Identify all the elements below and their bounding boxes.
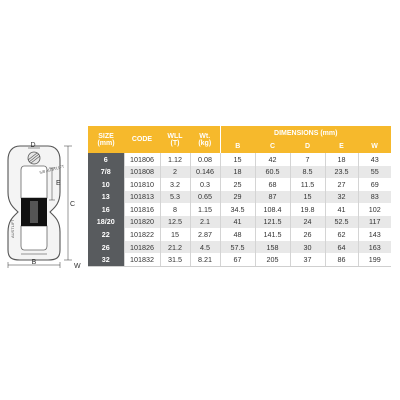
- header-weight: [190, 126, 220, 153]
- cell-e: 41: [325, 203, 358, 216]
- table-row: [88, 178, 391, 191]
- cell-c: 87: [255, 191, 290, 204]
- cell-w: 83: [358, 191, 391, 204]
- header-weight-unit: (kg): [198, 139, 212, 147]
- dimension-e-label: E: [56, 180, 61, 187]
- cell-b: 29: [220, 191, 255, 204]
- cell-wll: 1.12: [160, 153, 190, 166]
- cell-weight: 0.65: [190, 191, 220, 204]
- cell-weight: 2.87: [190, 228, 220, 241]
- cell-code: 101822: [124, 228, 160, 241]
- cell-d: 19.8: [290, 203, 325, 216]
- connecting-link-drawing: [8, 146, 60, 260]
- cell-c: 141.5: [255, 228, 290, 241]
- cell-w: 163: [358, 241, 391, 254]
- cell-size: 16: [88, 203, 124, 216]
- cell-c: 205: [255, 253, 290, 266]
- cell-w: 143: [358, 228, 391, 241]
- cell-size: 6: [88, 153, 124, 166]
- header-wll-label: WLL: [167, 132, 183, 140]
- cell-size: 7/8: [88, 166, 124, 179]
- table-row: [88, 191, 391, 204]
- cell-code: 101832: [124, 253, 160, 266]
- cell-code: 101806: [124, 153, 160, 166]
- cell-b: 67: [220, 253, 255, 266]
- cell-weight: 0.146: [190, 166, 220, 179]
- cell-weight: 0.08: [190, 153, 220, 166]
- specification-table: [88, 126, 391, 267]
- cell-c: 121.5: [255, 216, 290, 229]
- cell-d: 37: [290, 253, 325, 266]
- cell-e: 64: [325, 241, 358, 254]
- header-e: E: [325, 140, 358, 153]
- cell-wll: 15: [160, 228, 190, 241]
- header-dimensions: DIMENSIONS (mm): [220, 126, 391, 140]
- cell-code: 101813: [124, 191, 160, 204]
- cell-weight: 2.1: [190, 216, 220, 229]
- cell-d: 11.5: [290, 178, 325, 191]
- cell-size: 26: [88, 241, 124, 254]
- cell-wll: 5.3: [160, 191, 190, 204]
- dimension-c-label: C: [70, 201, 76, 208]
- table-row: [88, 216, 391, 229]
- cell-e: 86: [325, 253, 358, 266]
- cell-weight: 0.3: [190, 178, 220, 191]
- cell-e: 23.5: [325, 166, 358, 179]
- cell-b: 25: [220, 178, 255, 191]
- cell-c: 108.4: [255, 203, 290, 216]
- cell-size: 22: [88, 228, 124, 241]
- cell-size: 13: [88, 191, 124, 204]
- cell-d: 15: [290, 191, 325, 204]
- cell-b: 18: [220, 166, 255, 179]
- connecting-link-diagram: [0, 138, 95, 268]
- header-code: CODE: [124, 126, 160, 153]
- cell-w: 199: [358, 253, 391, 266]
- cell-c: 68: [255, 178, 290, 191]
- table-row: [88, 203, 391, 216]
- header-wll: [160, 126, 190, 153]
- cell-e: 62: [325, 228, 358, 241]
- cell-c: 60.5: [255, 166, 290, 179]
- table-row: [88, 153, 391, 166]
- cell-b: 48: [220, 228, 255, 241]
- cell-b: 41: [220, 216, 255, 229]
- cell-e: 18: [325, 153, 358, 166]
- stamp-side-text: AUSTLIFT: [10, 219, 15, 238]
- cell-b: 34.5: [220, 203, 255, 216]
- cell-weight: 8.21: [190, 253, 220, 266]
- cell-d: 26: [290, 228, 325, 241]
- header-b: B: [220, 140, 255, 153]
- cell-weight: 4.5: [190, 241, 220, 254]
- cell-e: 27: [325, 178, 358, 191]
- header-weight-label: Wt.: [199, 132, 211, 140]
- cell-d: 24: [290, 216, 325, 229]
- cell-code: 101808: [124, 166, 160, 179]
- cell-w: 117: [358, 216, 391, 229]
- table-row: [88, 166, 391, 179]
- cell-code: 101820: [124, 216, 160, 229]
- header-w: W: [358, 140, 391, 153]
- cell-code: 101816: [124, 203, 160, 216]
- cell-code: 101826: [124, 241, 160, 254]
- cell-code: 101810: [124, 178, 160, 191]
- table-header-row: [88, 126, 391, 140]
- cell-b: 15: [220, 153, 255, 166]
- table-row: [88, 228, 391, 241]
- cell-w: 43: [358, 153, 391, 166]
- cell-size: 10: [88, 178, 124, 191]
- cell-d: 8.5: [290, 166, 325, 179]
- cell-c: 42: [255, 153, 290, 166]
- cell-w: 55: [358, 166, 391, 179]
- cell-d: 7: [290, 153, 325, 166]
- header-d: D: [290, 140, 325, 153]
- cell-e: 32: [325, 191, 358, 204]
- table-row: [88, 241, 391, 254]
- dimension-d-label: D: [30, 142, 36, 149]
- dimension-w-label: W: [74, 263, 81, 268]
- cell-size: 18/20: [88, 216, 124, 229]
- header-size: [88, 126, 124, 153]
- cell-e: 52.5: [325, 216, 358, 229]
- header-size-unit: (mm): [97, 139, 115, 147]
- cell-weight: 1.15: [190, 203, 220, 216]
- cell-wll: 3.2: [160, 178, 190, 191]
- cell-b: 57.5: [220, 241, 255, 254]
- stamp-top-text: 5/8 AUSTLIFT: [38, 163, 65, 175]
- cell-c: 158: [255, 241, 290, 254]
- cell-wll: 2: [160, 166, 190, 179]
- cell-wll: 12.5: [160, 216, 190, 229]
- header-size-label: SIZE: [98, 132, 114, 140]
- table-row: [88, 253, 391, 266]
- cell-wll: 8: [160, 203, 190, 216]
- cell-wll: 21.2: [160, 241, 190, 254]
- cell-w: 102: [358, 203, 391, 216]
- cell-w: 69: [358, 178, 391, 191]
- header-wll-unit: (T): [170, 139, 180, 147]
- cell-size: 32: [88, 253, 124, 266]
- dimension-b-label: B: [31, 259, 37, 266]
- cell-wll: 31.5: [160, 253, 190, 266]
- cell-d: 30: [290, 241, 325, 254]
- header-c: C: [255, 140, 290, 153]
